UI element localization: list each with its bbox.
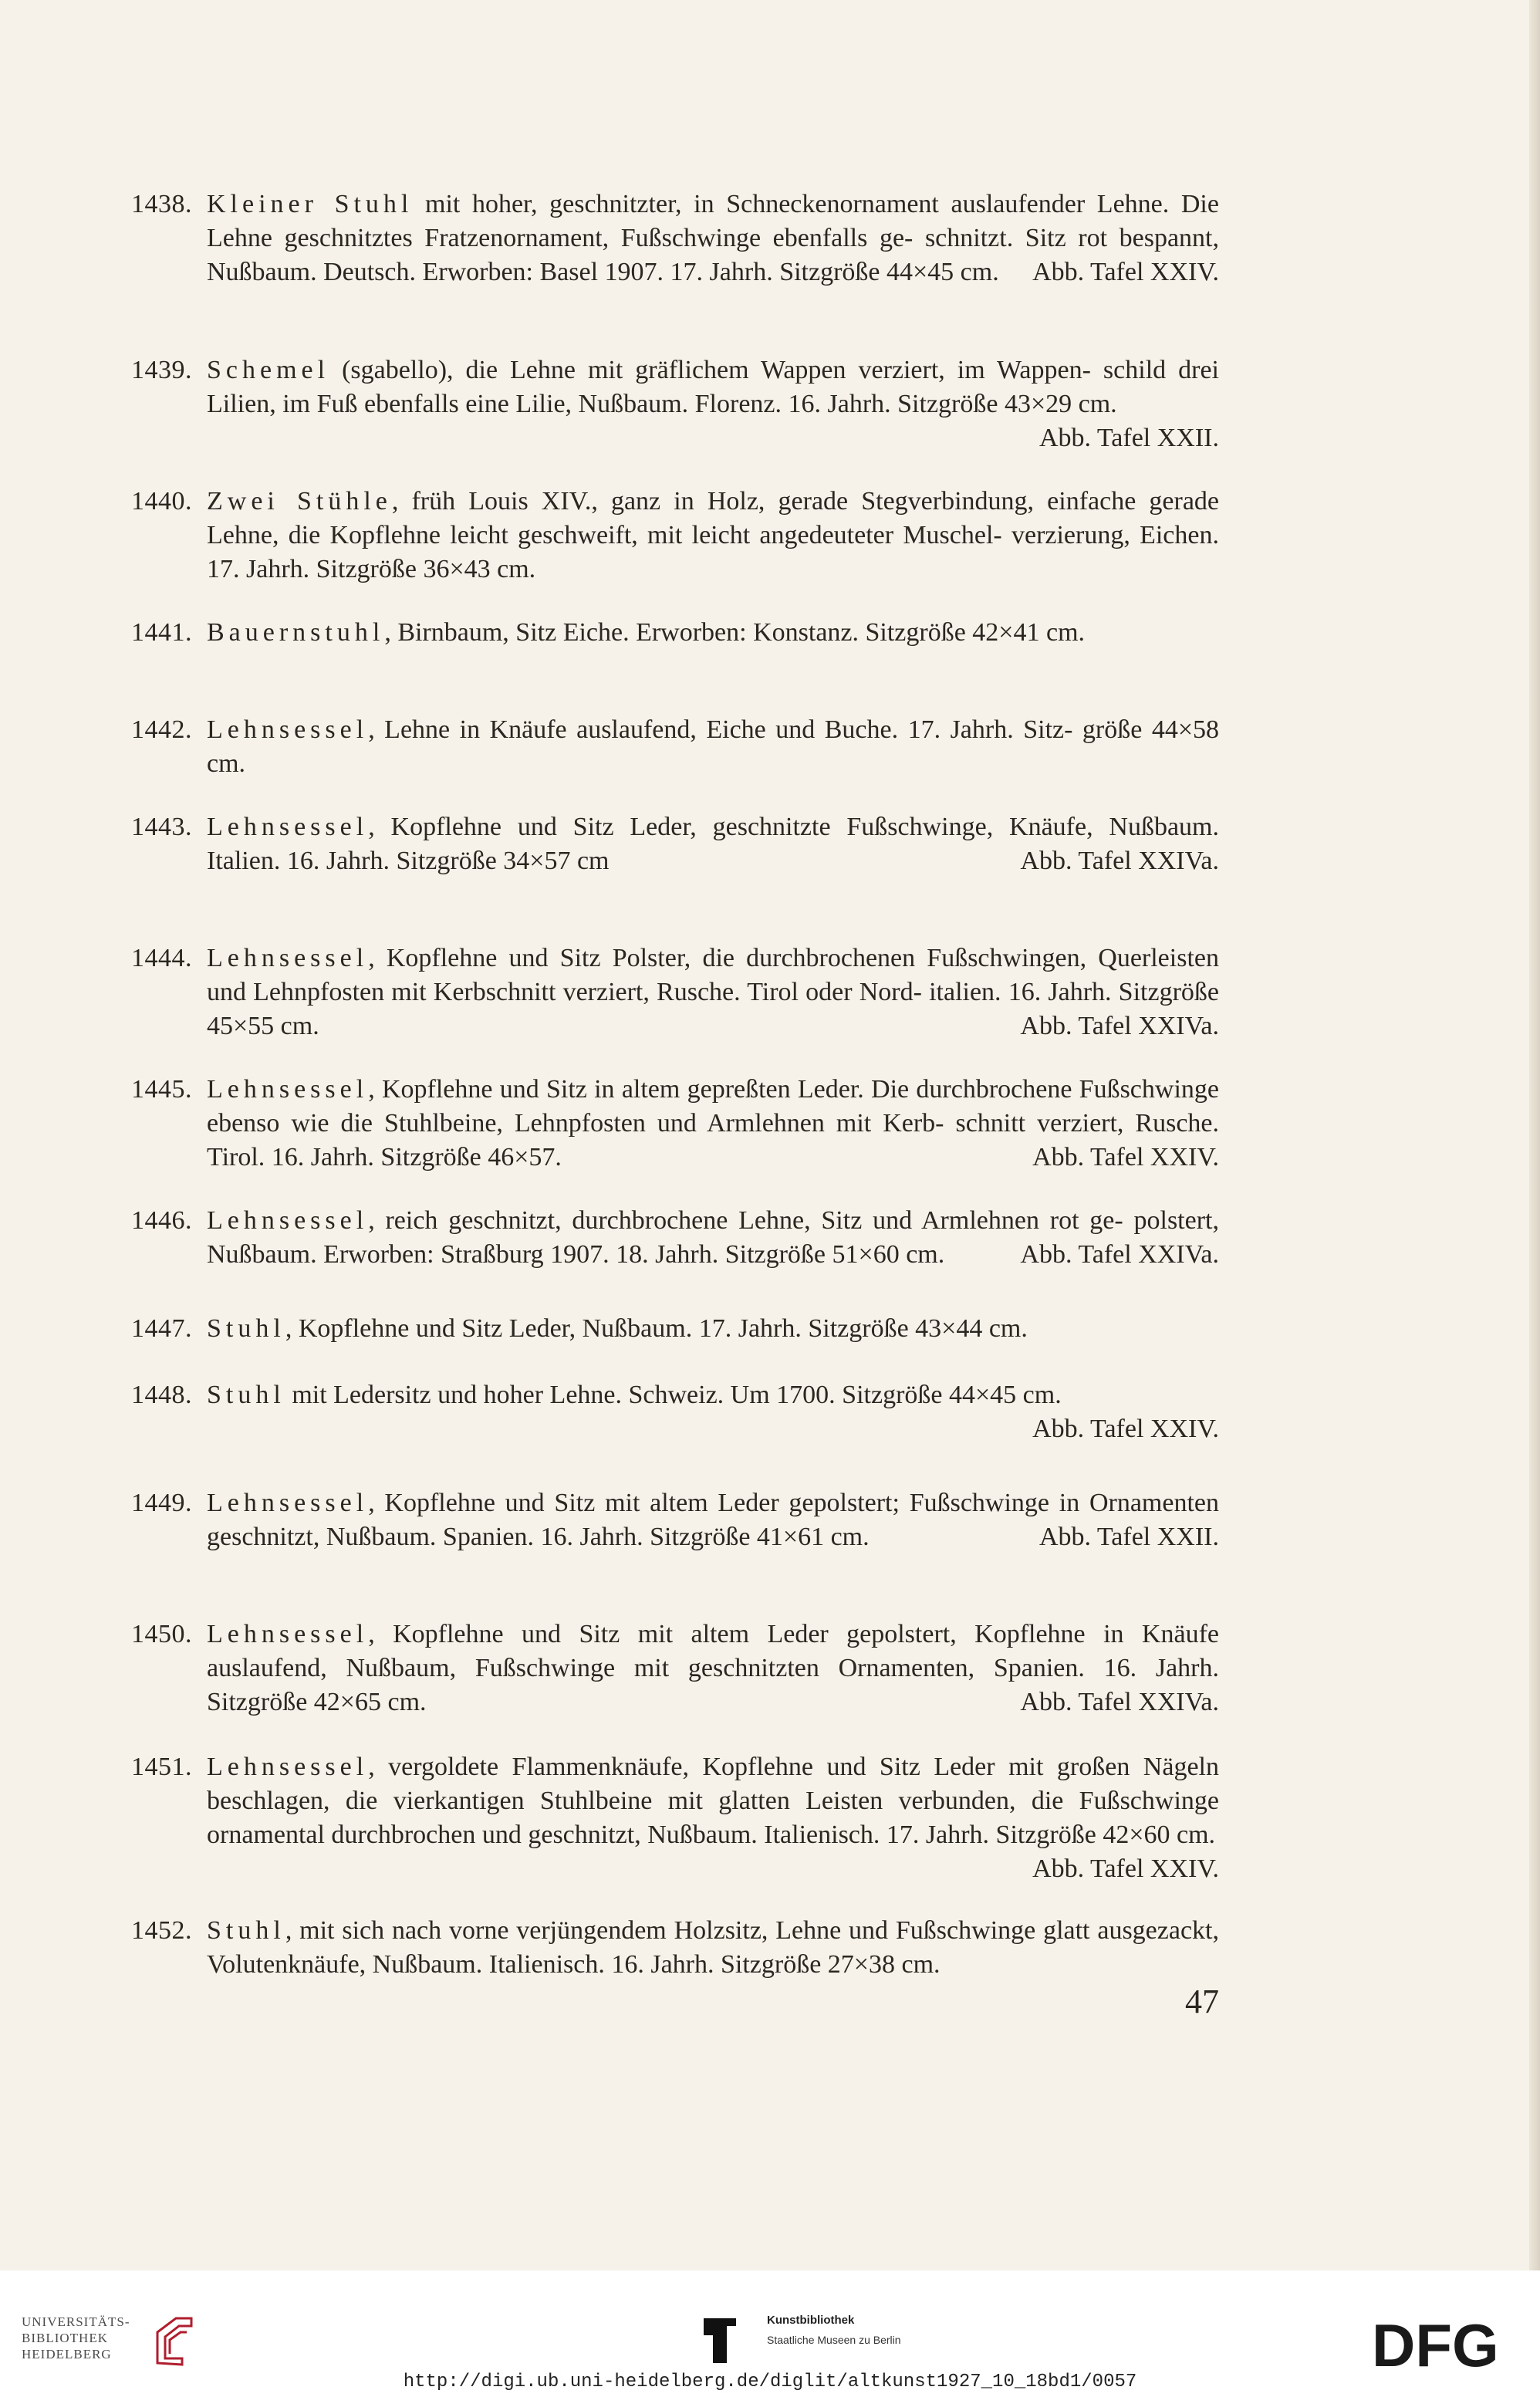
ub-line-3: HEIDELBERG: [22, 2347, 112, 2362]
page-number: 47: [1185, 1983, 1219, 2020]
entry-description: , Kopflehne und Sitz Polster, die durchbrochenen Fußschwingen, Querleisten und Lehnpfosten mit Kerbschnitt verziert, Rusche. Tirol oder Nord- italien. 16. Jahrh. Sitzgröße 45×55 cm.: [207, 944, 1219, 1040]
entry-keyword: Lehnsessel: [207, 1620, 369, 1648]
kunstbibliothek-emblem-icon: [704, 2318, 736, 2363]
page-edge: [1529, 0, 1540, 2270]
entry-keyword: Lehnsessel: [207, 1489, 369, 1517]
entry-keyword: Stuhl: [207, 1381, 285, 1409]
entry-description: , früh Louis XIV., ganz in Holz, gerade Stegverbindung, einfache gerade Lehne, die Kopflehne leicht geschweift, mit leicht angedeuteter Muschel- verzierung, Eichen. 17. Jahrh. Sitzgröße 36×43 cm.: [207, 487, 1219, 583]
entry-text: [207, 1378, 1219, 1446]
entry-keyword: Lehnsessel: [207, 715, 369, 744]
plate-reference: Abb. Tafel XXIVa.: [1020, 1688, 1219, 1716]
entry-text: [207, 1750, 1219, 1886]
entry-keyword: Stuhl: [207, 1314, 285, 1343]
kunstbibliothek-logo[interactable]: [704, 2307, 981, 2369]
ub-line-1: UNIVERSITÄTS-: [22, 2314, 130, 2329]
entry-keyword: Kleiner Stuhl: [207, 190, 414, 218]
entry-description: (sgabello), die Lehne mit gräflichem Wappen verziert, im Wappen- schild drei Lilien, im Fuß ebenfalls eine Lilie, Nußbaum. Florenz. 16. Jahrh. Sitzgröße 43×29 cm.: [207, 356, 1219, 418]
source-url-link[interactable]: http://digi.ub.uni-heidelberg.de/diglit/altkunst1927_10_18bd1/0057: [403, 2372, 1137, 2392]
entry-text: [207, 942, 1219, 1043]
footer-bar: [0, 2270, 1540, 2397]
entry-text: [207, 1486, 1219, 1554]
entry-number: 1447.: [131, 1314, 192, 1343]
entry-keyword: Zwei Stühle: [207, 487, 392, 516]
entry-description: , Kopflehne und Sitz mit altem Leder gepolstert; Fußschwinge in Ornamenten geschnitzt, Nußbaum. Spanien. 16. Jahrh. Sitzgröße 41×61 cm.: [207, 1489, 1219, 1551]
entry-number: 1439.: [131, 356, 192, 384]
entry-text: [207, 1914, 1219, 1982]
entry-description: mit hoher, geschnitzter, in Schneckenornament auslaufender Lehne. Die Lehne geschnitztes Fratzenornament, Fußschwinge ebenfalls ge- schnitzt. Sitz rot bespannt, Nußbaum. Deutsch. Erworben: Basel 1907. 17. Jahrh. Sitzgröße 44×45 cm.: [207, 190, 1219, 286]
plate-reference: Abb. Tafel XXIVa.: [1020, 847, 1219, 875]
entry-keyword: Lehnsessel: [207, 1075, 369, 1104]
entry-number: 1438.: [131, 190, 192, 218]
kunstbibliothek-subtitle: Staatliche Museen zu Berlin: [767, 2334, 901, 2346]
entry-number: 1441.: [131, 618, 192, 647]
entry-description: , Kopflehne und Sitz in altem gepreßten Leder. Die durchbrochene Fußschwinge ebenso wie die Stuhlbeine, Lehnpfosten und Armlehnen mit Kerb- schnitt verziert, Rusche. Tirol. 16. Jahrh. Sitzgröße 46×57.: [207, 1075, 1219, 1171]
entry-text: [207, 485, 1219, 587]
entry-keyword: Lehnsessel: [207, 1753, 369, 1781]
entry-number: 1452.: [131, 1916, 192, 1945]
ub-heidelberg-logo[interactable]: [22, 2314, 199, 2368]
entry-description: mit Ledersitz und hoher Lehne. Schweiz. Um 1700. Sitzgröße 44×45 cm.: [285, 1381, 1062, 1409]
plate-reference: Abb. Tafel XXIV.: [1032, 258, 1219, 286]
entry-keyword: Lehnsessel: [207, 944, 369, 972]
plate-reference: Abb. Tafel XXIV.: [1032, 1143, 1219, 1171]
ub-emblem-icon: [153, 2315, 196, 2368]
plate-reference: Abb. Tafel XXIV.: [1032, 1854, 1219, 1883]
plate-reference: Abb. Tafel XXII.: [1038, 1523, 1219, 1551]
entry-number: 1443.: [131, 813, 192, 841]
entry-number: 1451.: [131, 1753, 192, 1781]
entry-number: 1449.: [131, 1489, 192, 1517]
dfg-logo[interactable]: [1372, 2317, 1523, 2374]
entry-description: , mit sich nach vorne verjüngendem Holzsitz, Lehne und Fußschwinge glatt ausgezackt, Volutenknäufe, Nußbaum. Italienisch. 16. Jahrh. Sitzgröße 27×38 cm.: [207, 1916, 1219, 1979]
entry-keyword: Lehnsessel: [207, 813, 369, 841]
entry-number: 1444.: [131, 944, 192, 972]
entry-text: [207, 188, 1219, 289]
entry-keyword: Schemel: [207, 356, 330, 384]
entry-number: 1450.: [131, 1620, 192, 1648]
entry-text: [207, 1204, 1219, 1272]
entry-description: , Kopflehne und Sitz Leder, Nußbaum. 17. Jahrh. Sitzgröße 43×44 cm.: [285, 1314, 1028, 1343]
entry-number: 1448.: [131, 1381, 192, 1409]
entry-keyword: Bauernstuhl: [207, 618, 385, 647]
entry-number: 1445.: [131, 1075, 192, 1104]
entry-description: , Kopflehne und Sitz Leder, geschnitzte Fußschwinge, Knäufe, Nußbaum. Italien. 16. Jahrh. Sitzgröße 34×57 cm: [207, 813, 1219, 875]
plate-reference: Abb. Tafel XXII.: [1038, 424, 1219, 452]
plate-reference: Abb. Tafel XXIVa.: [1020, 1240, 1219, 1269]
entry-number: 1446.: [131, 1206, 192, 1235]
entry-text: [207, 810, 1219, 878]
ub-line-2: BIBLIOTHEK: [22, 2331, 108, 2345]
entry-number: 1440.: [131, 487, 192, 516]
dfg-logo-text: DFG: [1372, 2317, 1499, 2374]
entry-number: 1442.: [131, 715, 192, 744]
entry-keyword: Stuhl: [207, 1916, 285, 1945]
entry-text: [207, 713, 1219, 781]
entry-description: , vergoldete Flammenknäufe, Kopflehne und Sitz Leder mit großen Nägeln beschlagen, die vierkantigen Stuhlbeine mit glatten Leisten verbunden, die Fußschwinge ornamental durchbrochen und geschnitzt, Nußbaum. Italienisch. 17. Jahrh. Sitzgröße 42×60 cm.: [207, 1753, 1219, 1849]
entry-text: [207, 353, 1219, 455]
entry-text: [207, 1618, 1219, 1719]
plate-reference: Abb. Tafel XXIVa.: [1020, 1012, 1219, 1040]
entry-description: , reich geschnitzt, durchbrochene Lehne, Sitz und Armlehnen rot ge- polstert, Nußbaum. Erworben: Straßburg 1907. 18. Jahrh. Sitzgröße 51×60 cm.: [207, 1206, 1219, 1269]
entry-description: , Lehne in Knäufe auslaufend, Eiche und Buche. 17. Jahrh. Sitz- größe 44×58 cm.: [207, 715, 1219, 778]
entry-text: [207, 1073, 1219, 1175]
plate-reference: Abb. Tafel XXIV.: [1032, 1415, 1219, 1443]
kunstbibliothek-title: Kunstbibliothek: [767, 2314, 855, 2327]
entry-description: , Birnbaum, Sitz Eiche. Erworben: Konstanz. Sitzgröße 42×41 cm.: [384, 618, 1086, 647]
entry-description: , Kopflehne und Sitz mit altem Leder gepolstert, Kopflehne in Knäufe auslaufend, Nußbaum, Fußschwinge mit geschnitzten Ornamenten, Spanien. 16. Jahrh. Sitzgröße 42×65 cm.: [207, 1620, 1219, 1716]
entry-text: [207, 616, 1219, 650]
entry-text: [207, 1312, 1219, 1346]
entry-keyword: Lehnsessel: [207, 1206, 369, 1235]
